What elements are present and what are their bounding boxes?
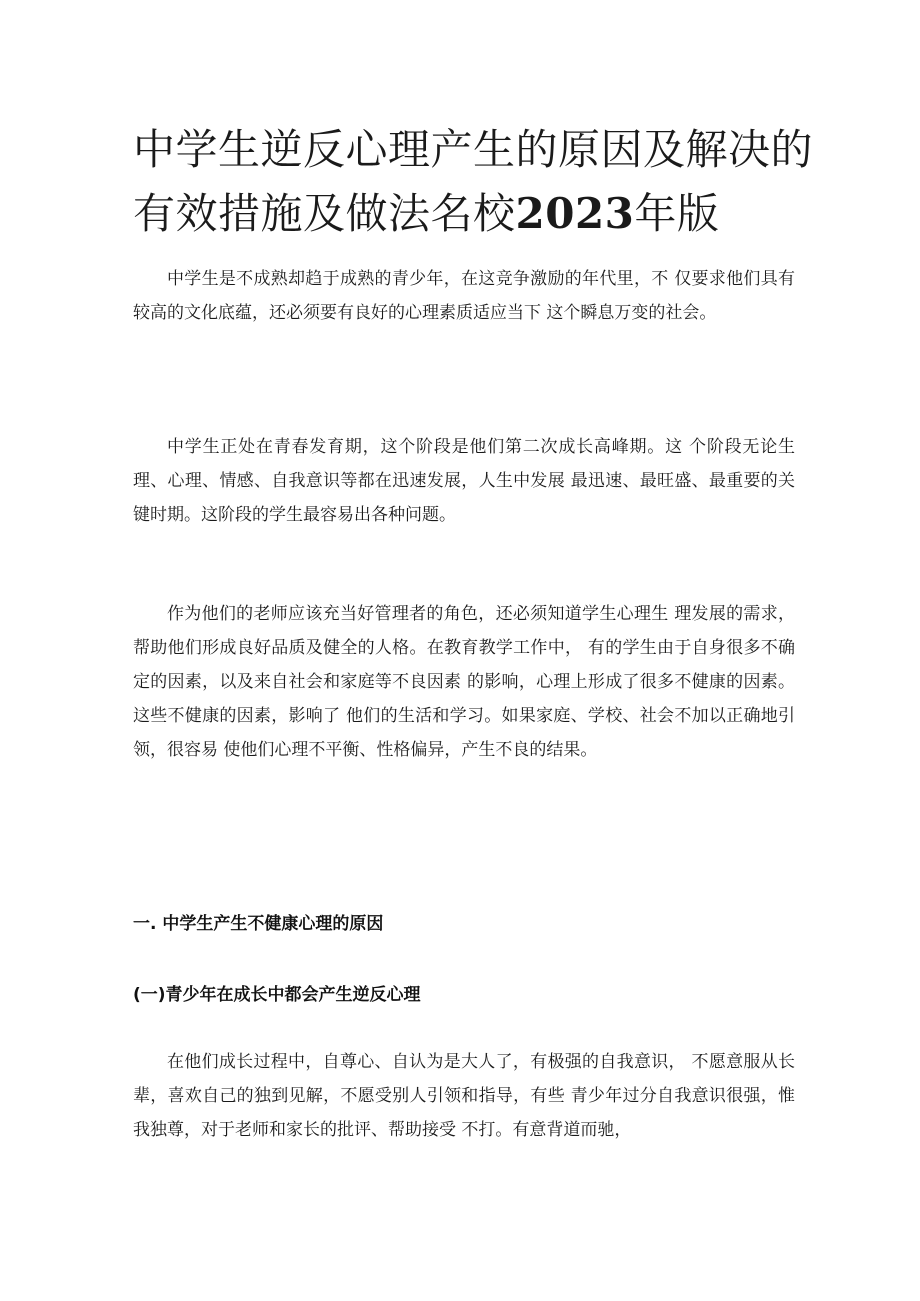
subsection-paragraph: 在他们成长过程中，自尊心、自认为是大人了，有极强的自我意识， 不愿意服从长辈，喜欢自己的独到见解，不愿受别人引领和指导，有些 青少年过分自我意识很强，惟我独尊，对于老师和家长的批评、帮助接受 不打。有意背道而驰， <box>133 1052 795 1140</box>
document-title <box>133 118 813 246</box>
title-main-text: 中学生逆反心理产生的原因及解决的有效措施及做法名校 <box>133 125 814 238</box>
section-heading: 一. 中学生产生不健康心理的原因 <box>133 914 384 934</box>
title-year-text: 2023 <box>515 189 635 238</box>
subsection-heading: (一)青少年在成长中都会产生逆反心理 <box>133 985 421 1005</box>
title-suffix-text: 年版 <box>634 189 720 238</box>
intro-paragraph-1: 中学生是不成熟却趋于成熟的青少年，在这竞争激励的年代里，不 仅要求他们具有较高的文化底蕴，还必须要有良好的心理素质适应当下 这个瞬息万变的社会。 <box>133 269 795 323</box>
intro-paragraph-3: 作为他们的老师应该充当好管理者的角色，还必须知道学生心理生 理发展的需求，帮助他们形成良好品质及健全的人格。在教育教学工作中， 有的学生由于自身很多不确定的因素，以及来自社会和家庭等不良因素 的影响，心理上形成了很多不健康的因素。这些不健康的因素，影响了 他们的生活和学习。如果家庭、学校、社会不加以正确地引领，很容易 使他们心理不平衡、性格偏异，产生不良的结果。 <box>133 604 795 760</box>
intro-paragraph-2: 中学生正处在青春发育期，这个阶段是他们第二次成长高峰期。这 个阶段无论生理、心理、情感、自我意识等都在迅速发展，人生中发展 最迅速、最旺盛、最重要的关键时期。这阶段的学生最容易出各种问题。 <box>133 437 795 525</box>
